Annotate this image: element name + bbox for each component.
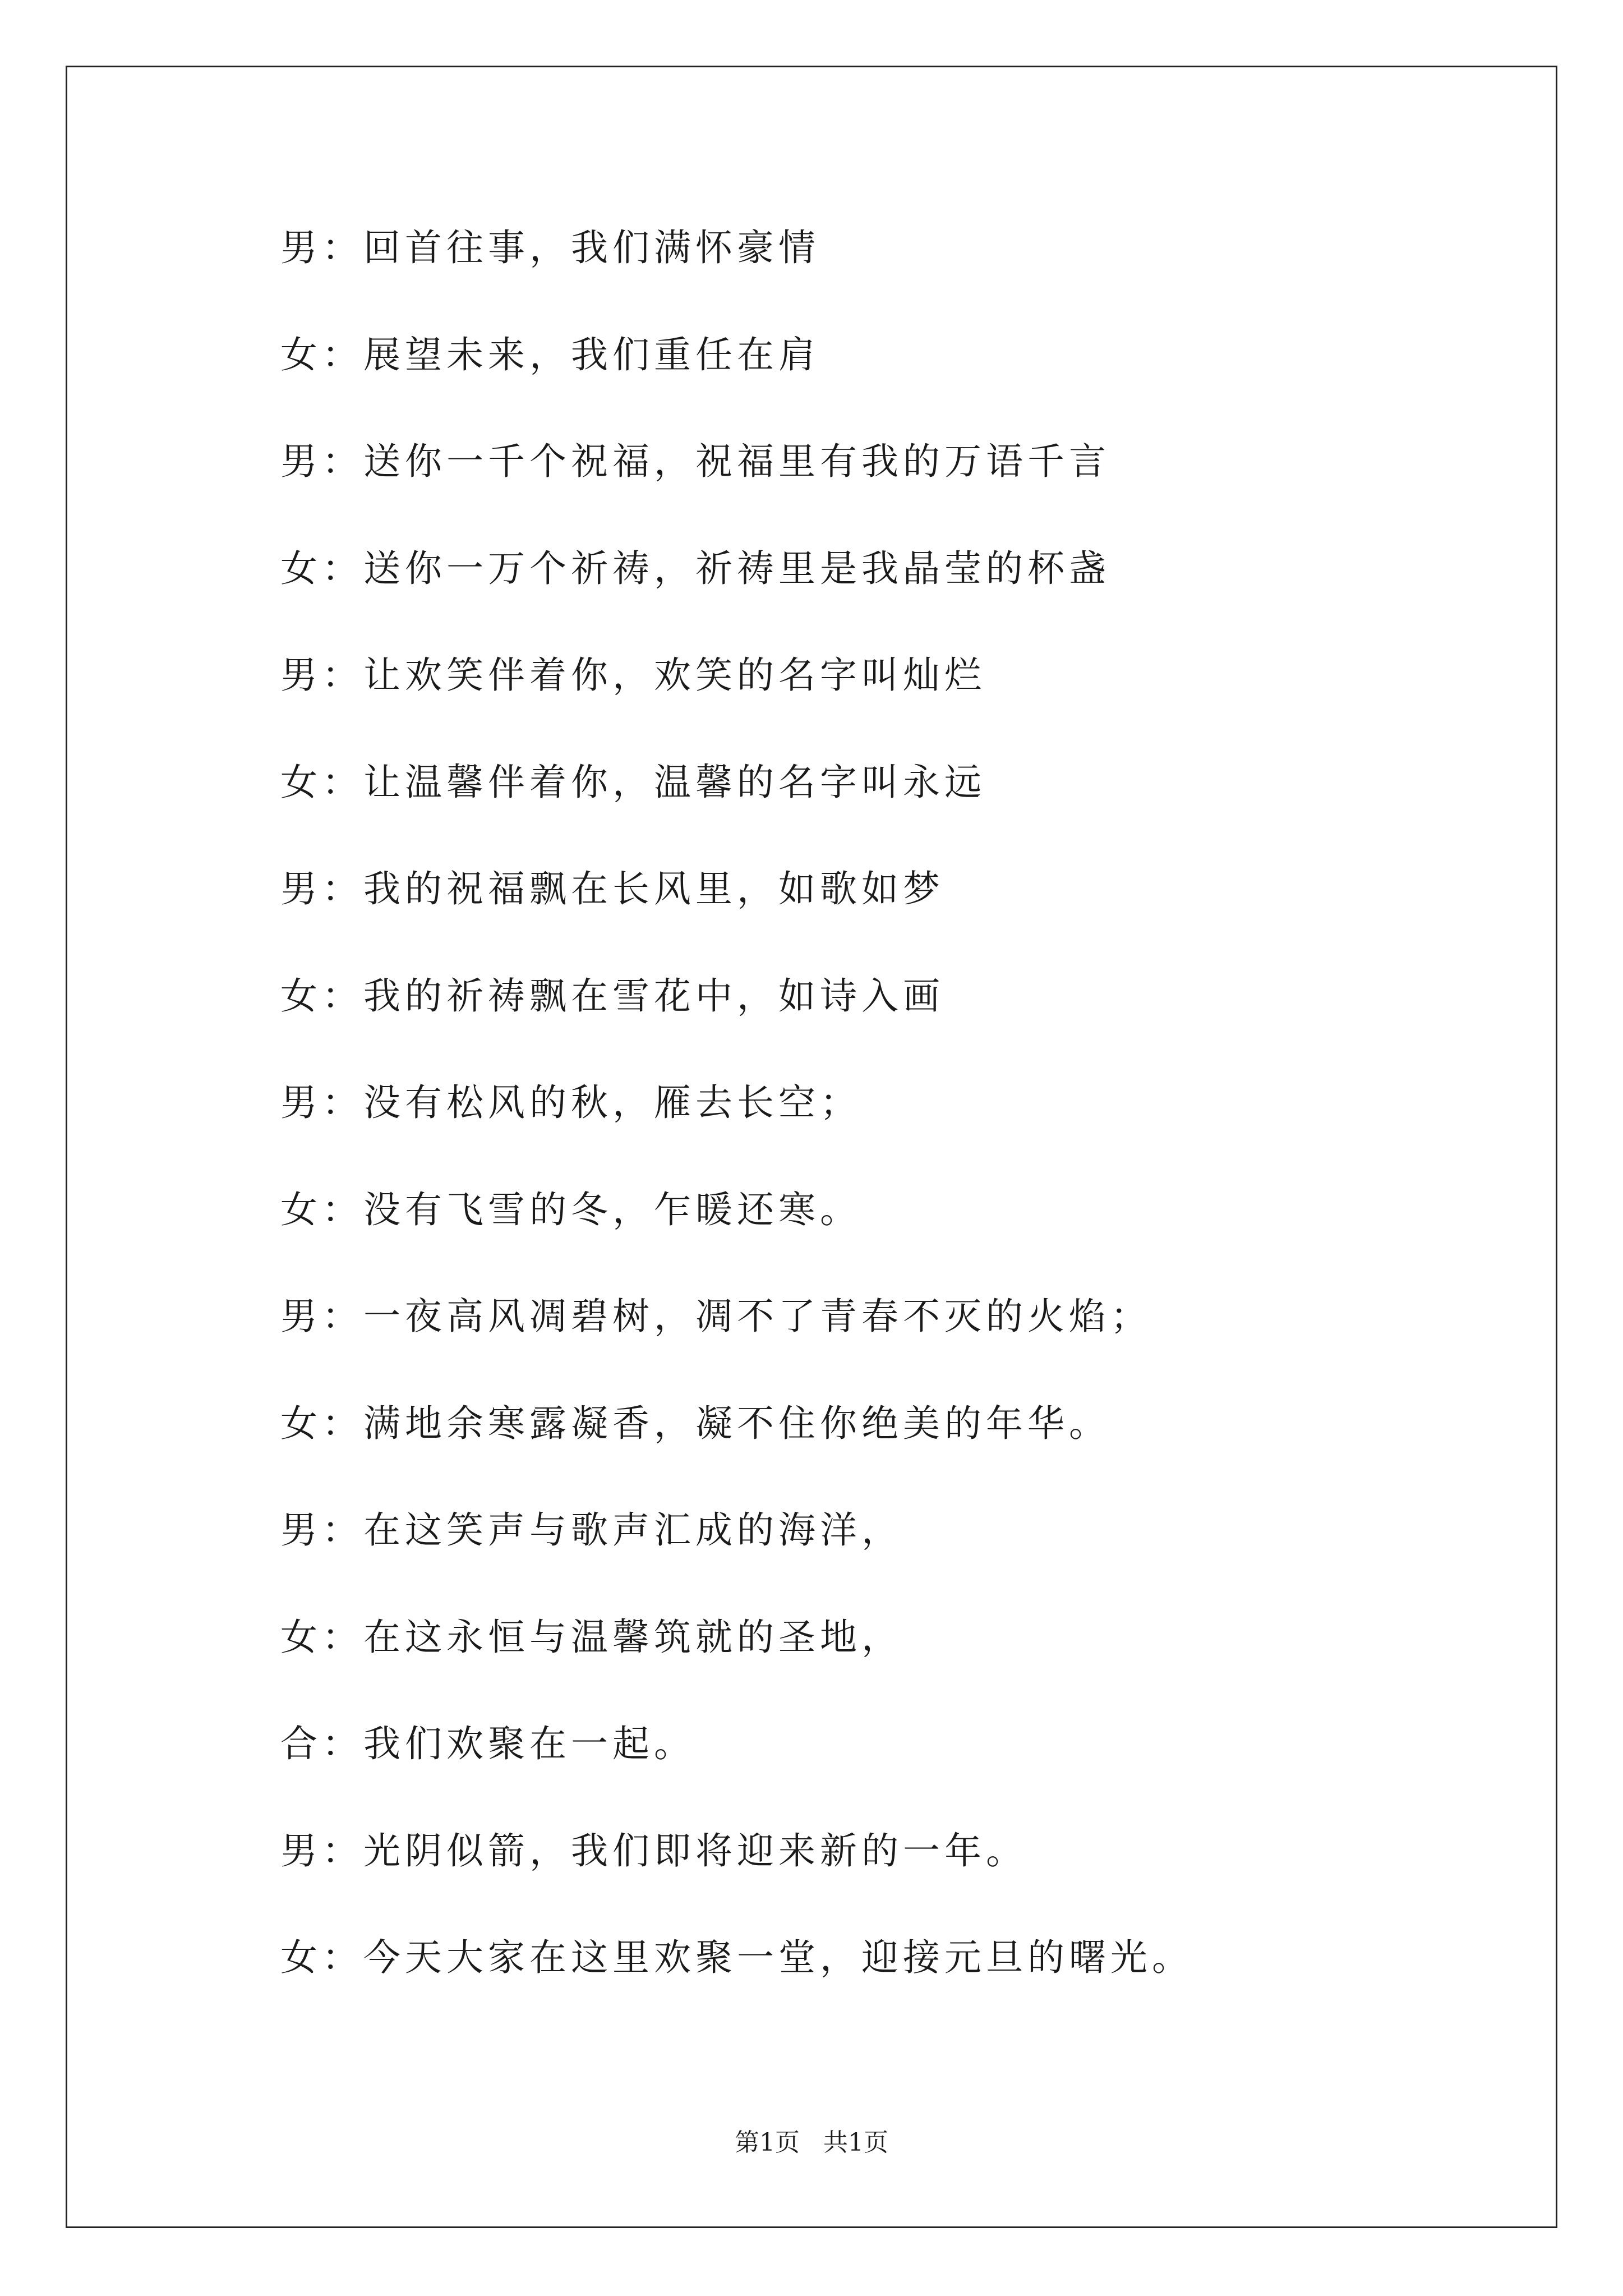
- dialogue-line: 男：我的祝福飘在长风里，如歌如梦: [280, 867, 944, 910]
- dialogue-line: 女：今天大家在这里欢聚一堂，迎接元旦的曙光。: [280, 1936, 1193, 1979]
- dialogue-line: 女：在这永恒与温馨筑就的圣地，: [280, 1615, 903, 1659]
- dialogue-line: 女：我的祈祷飘在雪花中，如诗入画: [280, 974, 944, 1018]
- dialogue-line: 男：送你一千个祝福，祝福里有我的万语千言: [280, 440, 1110, 483]
- dialogue-line: 合：我们欢聚在一起。: [280, 1722, 695, 1765]
- dialogue-line: 女：送你一万个祈祷，祈祷里是我晶莹的杯盏: [280, 546, 1110, 590]
- dialogue-line: 女：没有飞雪的冬，乍暖还寒。: [280, 1188, 861, 1231]
- dialogue-line: 男：让欢笑伴着你，欢笑的名字叫灿烂: [280, 654, 986, 697]
- dialogue-line: 男：光阴似箭，我们即将迎来新的一年。: [280, 1829, 1027, 1872]
- dialogue-line: 女：满地余寒露凝香，凝不住你绝美的年华。: [280, 1401, 1110, 1445]
- dialogue-line: 男：没有松风的秋，雁去长空；: [280, 1081, 861, 1124]
- page-number-footer: 第1页 共1页: [735, 2128, 888, 2157]
- dialogue-line: 男：一夜高风凋碧树，凋不了青春不灭的火焰；: [280, 1295, 1152, 1338]
- dialogue-text: [280, 220, 1458, 2037]
- dialogue-line: 男：回首往事，我们满怀豪情: [280, 226, 820, 269]
- dialogue-line: 男：在这笑声与歌声汇成的海洋，: [280, 1508, 903, 1552]
- dialogue-line: 女：展望未来，我们重任在肩: [280, 333, 820, 376]
- dialogue-line: 女：让温馨伴着你，温馨的名字叫永远: [280, 760, 986, 804]
